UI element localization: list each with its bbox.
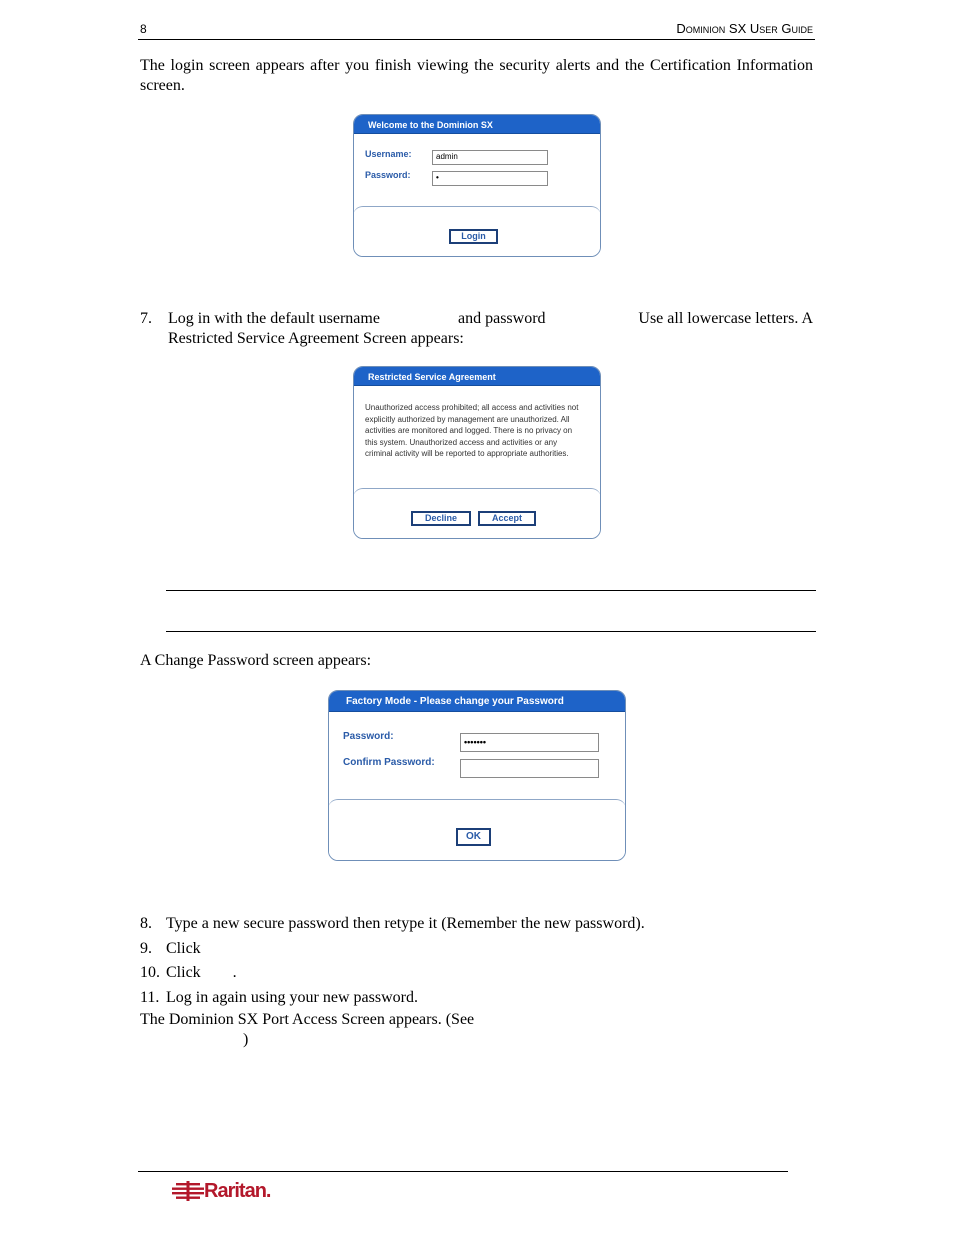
rsa-dialog-footer [353, 488, 601, 539]
new-password-label: Password: [343, 731, 394, 742]
step-7-line-2: Restricted Service Agreement Screen appears: [168, 330, 464, 347]
username-label: Username: [365, 149, 412, 159]
login-dialog-footer [353, 206, 601, 257]
step-text: Log in again using your new password. [166, 988, 418, 1006]
change-password-intro: A Change Password screen appears: [140, 652, 372, 669]
factory-mode-dialog [328, 690, 626, 861]
intro-paragraph [140, 56, 813, 96]
password-field[interactable]: • [432, 171, 548, 186]
login-button[interactable]: Login [449, 229, 498, 244]
step-text: Click [166, 939, 201, 957]
steps-list [140, 912, 645, 1010]
step-number: 10. [140, 964, 160, 981]
raritan-logo-icon [172, 1181, 204, 1203]
list-item [140, 937, 645, 962]
guide-title: Dominion SX User Guide [676, 21, 813, 36]
ok-button[interactable]: OK [456, 828, 491, 846]
intro-text: The login screen appears after you finish viewing the security alerts and the Certification Information screen. [140, 57, 813, 94]
list-item [140, 961, 645, 986]
rsa-notice: Unauthorized access prohibited; all access and activities not explicitly authorized by management are unauthorized. All activities are monitored and logged. There is no privacy on this system. Unauthorized access and activities or any criminal activity will be reported to appropriate authorities. [365, 403, 579, 459]
closing-paragraph [140, 1010, 474, 1050]
step-text: Type a new secure password then retype it (Remember the new password). [166, 915, 645, 932]
factory-mode-dialog-footer [328, 799, 626, 861]
list-item [140, 986, 645, 1011]
step-7 [140, 309, 813, 349]
login-dialog-title: Welcome to the Dominion SX [354, 115, 600, 134]
accept-button[interactable]: Accept [478, 511, 536, 526]
decline-button[interactable]: Decline [411, 511, 471, 526]
note-rule-bottom [166, 631, 816, 632]
closing-line-1: The Dominion SX Port Access Screen appears. (See [140, 1011, 475, 1028]
factory-mode-dialog-title: Factory Mode - Please change your Password [329, 691, 625, 712]
list-item [140, 912, 645, 937]
step-7-number: 7. [140, 310, 152, 327]
step-number: 8. [140, 915, 152, 932]
password-label: Password: [365, 170, 411, 180]
username-field[interactable]: admin [432, 150, 548, 165]
step-number: 9. [140, 939, 152, 957]
step-number: 11. [140, 988, 160, 1006]
footer-rule [138, 1171, 788, 1172]
login-dialog [353, 114, 601, 257]
page-number: 8 [140, 22, 147, 36]
closing-line-2: ) [243, 1031, 249, 1048]
note-rule-top [166, 590, 816, 591]
step-7-text-3: Use all lowercase letters. A [638, 310, 813, 327]
step-7-text-2: and password [458, 310, 546, 327]
header-rule [138, 39, 815, 40]
step-text: Click . [166, 964, 237, 981]
rsa-dialog [353, 366, 601, 539]
raritan-wordmark: Raritan. [204, 1180, 271, 1202]
rsa-dialog-title: Restricted Service Agreement [354, 367, 600, 386]
confirm-password-field[interactable] [460, 759, 599, 778]
step-7-text-1: Log in with the default username [168, 310, 380, 327]
new-password-field[interactable]: ••••••• [460, 733, 599, 752]
confirm-password-label: Confirm Password: [343, 757, 435, 768]
